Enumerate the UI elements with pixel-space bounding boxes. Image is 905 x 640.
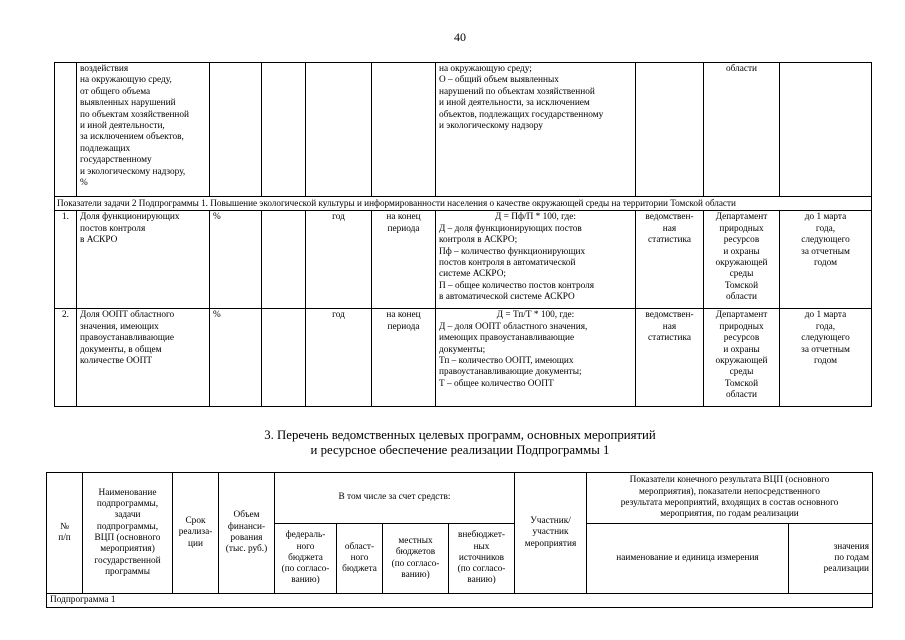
subprogram-row: Подпрограмма 1 bbox=[47, 594, 873, 608]
header-volume: Объем финанси- рования (тыс. руб.) bbox=[219, 473, 275, 594]
deadline: до 1 марта года, следующего за отчетным годом bbox=[780, 211, 872, 309]
table-row bbox=[55, 309, 872, 407]
header-name: Наименование подпрограммы, задачи подпрограммы, ВЦП (основного мероприятия) государственной программы bbox=[83, 473, 173, 594]
section-title-row bbox=[55, 197, 872, 211]
header-indicator-values: значения по годам реализации bbox=[789, 524, 873, 594]
formula: Д = Тп/Т * 100, где: bbox=[496, 310, 575, 321]
indicator-period: год bbox=[306, 309, 372, 407]
programs-table bbox=[46, 472, 873, 608]
data-source: ведомствен- ная статистика bbox=[636, 211, 704, 309]
cell-date bbox=[372, 63, 436, 197]
header-extra: внебюджет- ных источников (по согласо- ванию) bbox=[449, 524, 515, 594]
formula: Д = Пф/П * 100, где: bbox=[495, 212, 576, 223]
indicator-date: на конец периода bbox=[372, 309, 436, 407]
header-indicator-name: наименование и единица измерения bbox=[587, 524, 789, 594]
responsible: области bbox=[704, 63, 780, 197]
indicator-name: Доля функционирующих постов контроля в АСКРО bbox=[77, 211, 210, 309]
header-regional: област- ного бюджета bbox=[337, 524, 383, 594]
continued-row bbox=[55, 63, 872, 197]
section-title: Показатели задачи 2 Подпрограммы 1. Повышение экологической культуры и информированности населения о качестве окружающей среды на территории Томской области bbox=[55, 197, 872, 211]
row-number: 1. bbox=[55, 211, 77, 309]
cell-deadline bbox=[780, 63, 872, 197]
page-number: 40 bbox=[454, 30, 466, 44]
cell-unit bbox=[210, 63, 262, 197]
cell-empty bbox=[262, 309, 306, 407]
deadline: до 1 марта года, следующего за отчетным годом bbox=[780, 309, 872, 407]
indicator-date: на конец периода bbox=[372, 211, 436, 309]
indicators-table bbox=[54, 62, 872, 407]
header-participant: Участник/ участник мероприятия bbox=[515, 473, 587, 594]
table-row bbox=[55, 211, 872, 309]
calc-method: Д – доля функционирующих постов контроля в АСКРО; Пф – количество функционирующих постов контроля в автоматической системе АСКРО; П – общее количество постов контроля в автоматической системе АСКРО bbox=[439, 223, 595, 303]
cell-period bbox=[306, 63, 372, 197]
header-including: В том числе за счет средств: bbox=[275, 473, 515, 524]
indicator-period: год bbox=[306, 211, 372, 309]
cell-source bbox=[636, 63, 704, 197]
calc-method: Д – доля ООПТ областного значения, имеющих правоустанавливающие документы; Тп – количество ООПТ, имеющих правоустанавливающие документы; Т – общее количество ООПТ bbox=[439, 321, 588, 389]
cell-num bbox=[55, 63, 77, 197]
responsible: Департамент природных ресурсов и охраны окружающей среды Томской области bbox=[704, 309, 780, 407]
header-indicators: Показатели конечного результата ВЦП (основного мероприятия), показатели непосредственного результата мероприятий, входящих в состав основного мероприятия, по годам реализации bbox=[587, 473, 873, 524]
cell-empty bbox=[262, 63, 306, 197]
indicator-unit: % bbox=[210, 211, 262, 309]
header-local: местных бюджетов (по согласо- ванию) bbox=[383, 524, 449, 594]
indicator-name: Доля ООПТ областного значения, имеющих правоустанавливающие документы, в общем количестве ООПТ bbox=[77, 309, 210, 407]
header-federal: федераль- ного бюджета (по согласо- ванию) bbox=[275, 524, 337, 594]
cell-empty bbox=[262, 211, 306, 309]
indicator-unit: % bbox=[210, 309, 262, 407]
row-number: 2. bbox=[55, 309, 77, 407]
data-source: ведомствен- ная статистика bbox=[636, 309, 704, 407]
responsible: Департамент природных ресурсов и охраны окружающей среды Томской области bbox=[704, 211, 780, 309]
header-term: Срок реализа- ции bbox=[173, 473, 219, 594]
calc-method: на окружающую среду; O – общий объем выявленных нарушений по объектам хозяйственной и иной деятельности, за исключением объектов, подлежащих государственному и экологическому надзору bbox=[436, 63, 636, 197]
calc-method-cell bbox=[436, 211, 636, 309]
section-3-title: 3. Перечень ведомственных целевых программ, основных мероприятий и ресурсное обеспечение реализации Подпрограммы 1 bbox=[264, 428, 656, 457]
calc-method-cell bbox=[436, 309, 636, 407]
indicator-name: воздействия на окружающую среду, от общего объема выявленных нарушений по объектам хозяйственной и иной деятельности, за исключением объектов, подлежащих государственному и экологическому надзору, % bbox=[77, 63, 210, 197]
header-num: № п/п bbox=[47, 473, 83, 594]
